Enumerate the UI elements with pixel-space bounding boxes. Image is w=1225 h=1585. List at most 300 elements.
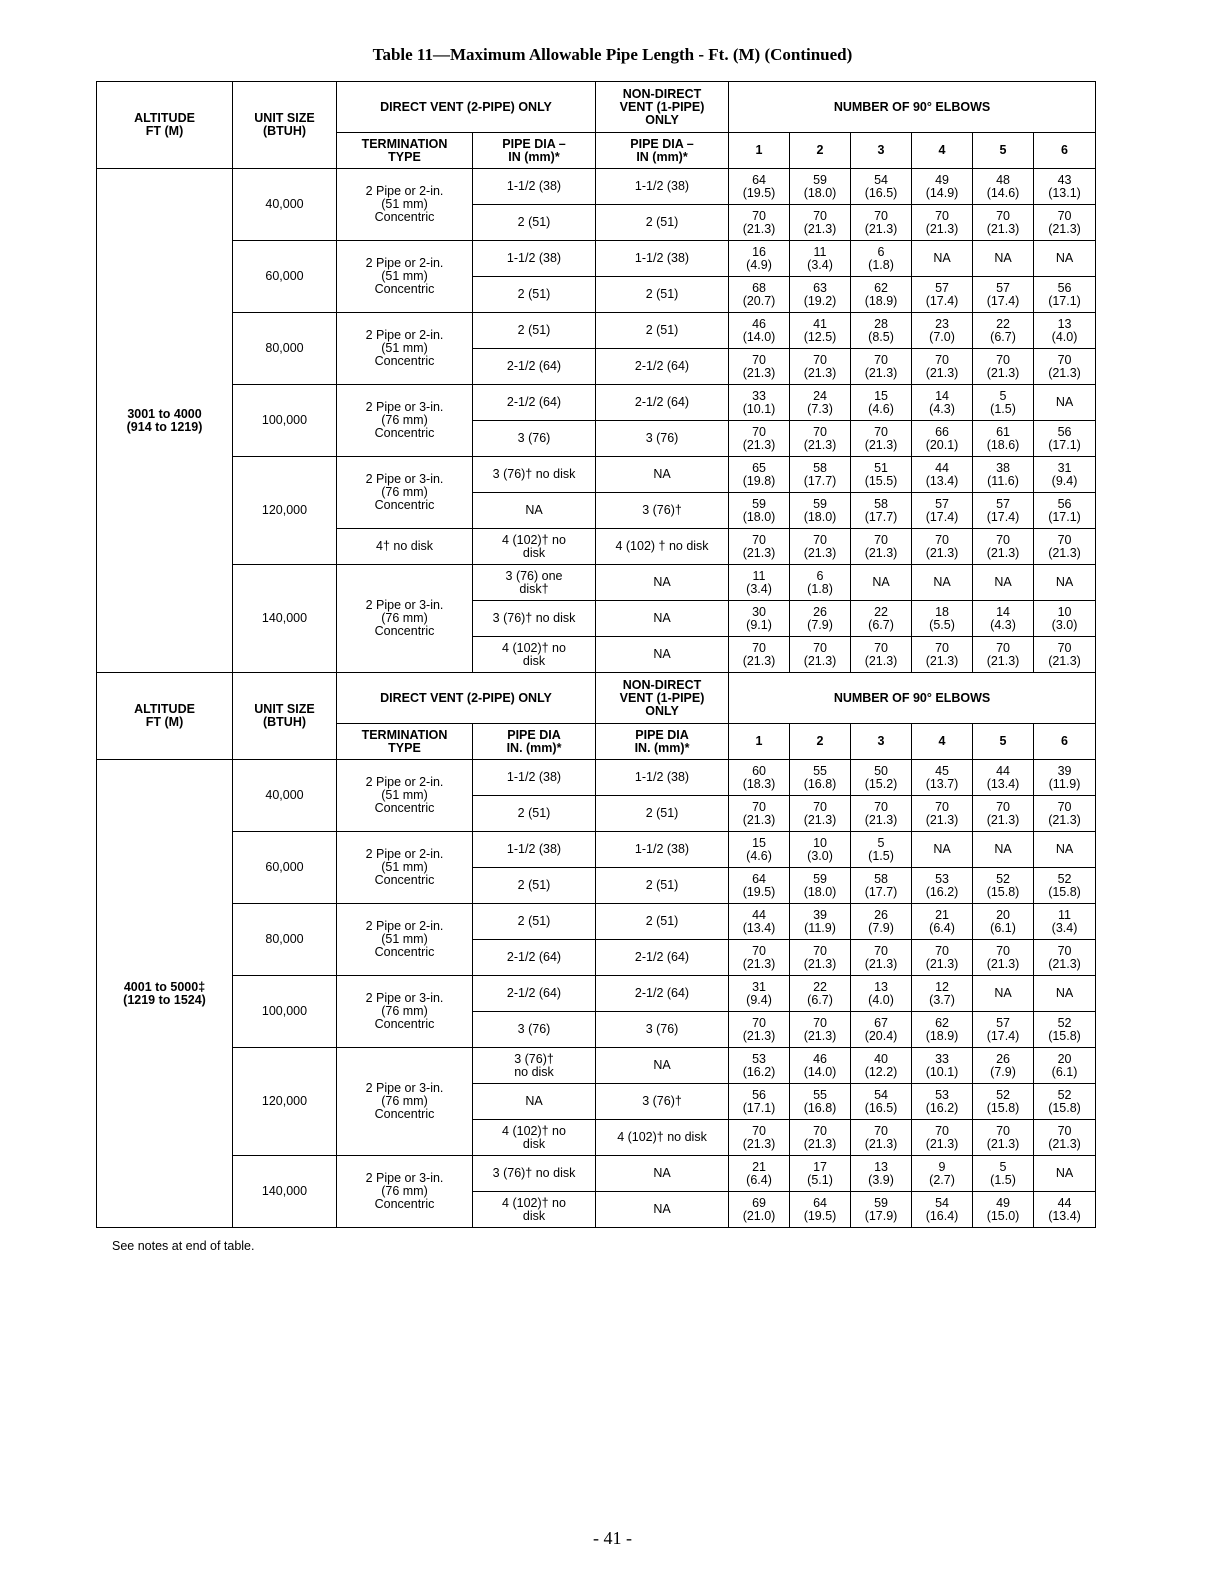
cell-text-line: (6.7) [990,329,1016,344]
unit-size-cell: 100,000 [233,385,337,457]
max-length-cell [1034,1156,1096,1192]
max-length-cell [912,1012,973,1048]
cell-text-line: (17.4) [986,293,1020,308]
cell-text-line: 39 [1057,763,1072,778]
cell-text-line: 2-1/2 (64) [506,986,562,1000]
cell-text-line: 54 [935,1195,949,1210]
max-length-cell [790,868,851,904]
direct-vent-pipe-dia-cell [473,493,596,529]
cell-text-line: (16.4) [925,1208,959,1223]
max-length-cell [851,1156,912,1192]
termination-type-cell [337,904,473,976]
cell-text-line: (21.3) [1048,365,1081,380]
cell-text-line: VENT (1-PIPE) [619,99,705,114]
cell-text-line: NA [933,251,951,265]
cell-text-line: 70 [752,352,766,367]
cell-text-line: (17.4) [986,1028,1020,1043]
cell-text-line: (21.3) [864,437,898,452]
max-length-cell [973,1156,1034,1192]
cell-text-line: 2 Pipe or 3-in. [365,991,444,1005]
max-length-cell [729,1156,790,1192]
max-length-cell [912,277,973,313]
max-length-cell [973,385,1034,421]
cell-text-line: 54 [874,172,888,187]
cell-text-line: 60 [752,763,766,778]
cell-text-line: 20 [996,907,1010,922]
cell-text-line: 1-1/2 (38) [634,179,690,193]
non-direct-vent-pipe-dia-cell [596,832,729,868]
cell-text-line: 52 [996,871,1010,886]
cell-text-line: NA [653,1058,671,1072]
cell-text-line: 4001 to 5000‡ [123,979,206,994]
cell-text-line: 11 [1058,907,1071,922]
direct-vent-pipe-dia-cell [473,1048,596,1084]
cell-text-line: (21.3) [803,221,837,236]
cell-text-line: (76 mm) [381,413,428,427]
max-length-cell [851,385,912,421]
cell-text-line: 17 [813,1159,827,1174]
max-length-cell [729,601,790,637]
cell-text-line: (13.4) [986,776,1020,791]
non-direct-vent-pipe-dia-cell [596,904,729,940]
cell-text-line: 18 [935,604,949,619]
cell-text-line: 2-1/2 (64) [634,359,690,373]
cell-text-line: ONLY [645,703,679,718]
cell-text-line: 52 [1057,1087,1072,1102]
max-length-cell [729,493,790,529]
cell-text-line: 2 (51) [645,215,679,229]
table-row [97,241,1096,277]
cell-text-line: 58 [874,871,888,886]
cell-text-line: 2-1/2 (64) [506,950,562,964]
cell-text-line: 2 Pipe or 3-in. [365,1171,444,1185]
cell-text-line: 62 [874,280,888,295]
cell-text-line: (76 mm) [381,1004,428,1018]
cell-text-line: (21.3) [986,221,1020,236]
elbow-number-header: 3 [851,133,912,169]
non-direct-vent-pipe-dia-cell [596,493,729,529]
direct-vent-pipe-dia-cell [473,565,596,601]
cell-text-line: (13.1) [1048,185,1081,200]
cell-text-line: 15 [752,835,766,850]
non-direct-vent-pipe-dia-cell [596,796,729,832]
max-length-cell [1034,1120,1096,1156]
max-length-cell [912,313,973,349]
cell-text-line: (21.3) [803,365,837,380]
cell-text-line: disk [522,545,546,560]
max-length-cell [729,1192,790,1228]
cell-text-line: (21.3) [742,1136,776,1151]
cell-text-line: (7.9) [807,617,833,632]
max-length-cell [851,205,912,241]
cell-text-line: (7.3) [807,401,833,416]
max-length-cell [973,1048,1034,1084]
termination-type-cell [337,169,473,241]
max-length-cell [1034,169,1096,205]
cell-text-line: (1.8) [868,257,894,272]
cell-text-line: 41 [813,316,827,331]
elbow-number-header: 3 [851,724,912,760]
elbow-number-header: 1 [729,724,790,760]
cell-text-line: 15 [874,388,888,403]
cell-text-line: 2 (51) [645,323,679,337]
cell-text-line: (12.5) [803,329,837,344]
direct-vent-pipe-dia-cell [473,976,596,1012]
direct-vent-pipe-dia-cell [473,1192,596,1228]
max-length-cell [973,1012,1034,1048]
max-length-cell [1034,796,1096,832]
cell-text-line: (4.6) [746,848,772,863]
cell-text-line: (21.3) [803,812,837,827]
max-length-cell [790,205,851,241]
cell-text-line: PIPE DIA [635,727,689,742]
cell-text-line: 46 [752,316,766,331]
unit-size-cell: 60,000 [233,832,337,904]
cell-text-line: (1.5) [990,401,1016,416]
non-direct-vent-pipe-dia-cell [596,421,729,457]
cell-text-line: 70 [752,1123,766,1138]
max-length-cell [1034,205,1096,241]
cell-text-line: 70 [874,1123,888,1138]
max-length-cell [973,1192,1034,1228]
cell-text-line: (21.3) [742,1028,776,1043]
cell-text-line: 2 Pipe or 2-in. [365,847,444,861]
max-length-cell [1034,565,1096,601]
cell-text-line: Concentric [374,873,435,887]
max-length-cell [973,457,1034,493]
cell-text-line: 66 [935,424,949,439]
cell-text-line: 48 [996,172,1010,187]
direct-vent-pipe-dia-cell [473,637,596,673]
cell-text-line: 65 [752,460,766,475]
max-length-cell [912,1156,973,1192]
cell-text-line: 3 (76) [645,1022,679,1036]
cell-text-line: NA [525,1094,543,1108]
cell-text-line: 44 [996,763,1010,778]
cell-text-line: 26 [996,1051,1010,1066]
cell-text-line: 24 [813,388,827,403]
max-length-cell [790,241,851,277]
max-length-cell [912,868,973,904]
direct-vent-pipe-dia-cell [473,241,596,277]
cell-text-line: (BTUH) [262,124,307,138]
cell-text-line: (17.4) [925,293,959,308]
max-length-cell [729,529,790,565]
non-direct-vent-pipe-dia-cell [596,457,729,493]
table-row [97,760,1096,796]
cell-text-line: 39 [813,907,827,922]
max-length-cell [1034,493,1096,529]
cell-text-line: 57 [996,280,1010,295]
direct-vent-pipe-dia-cell [473,1012,596,1048]
cell-text-line: (17.9) [864,1208,898,1223]
cell-text-line: 4 (102)† no disk [617,1130,707,1144]
cell-text-line: NA [1055,1166,1074,1180]
direct-vent-pipe-dia-cell [473,868,596,904]
cell-text-line: TERMINATION [361,136,448,151]
cell-text-line: (8.5) [868,329,894,344]
cell-text-line: 70 [996,799,1010,814]
cell-text-line: 4† no disk [376,539,433,553]
cell-text-line: (17.7) [864,509,898,524]
cell-text-line: 52 [996,1087,1010,1102]
direct-vent-pipe-dia-cell [473,1120,596,1156]
cell-text-line: 70 [752,424,766,439]
direct-vent-pipe-dia-cell [473,205,596,241]
max-length-cell [912,976,973,1012]
cell-text-line: 67 [874,1015,888,1030]
cell-text-line: (21.3) [742,437,776,452]
cell-text-line: NA [653,467,671,481]
cell-text-line: 2 (51) [517,806,551,820]
cell-text-line: (21.3) [803,437,837,452]
pipe-dia-header [596,133,729,169]
max-length-cell [1034,1192,1096,1228]
cell-text-line: (6.4) [929,920,955,935]
cell-text-line: 4 (102)† no [502,1195,566,1210]
cell-text-line: (15.8) [986,1100,1020,1115]
cell-text-line: (51 mm) [381,860,428,874]
cell-text-line: (4.0) [1051,329,1078,344]
elbow-number-header: 2 [790,133,851,169]
cell-text-line: (51 mm) [381,932,428,946]
cell-text-line: 3001 to 4000 [127,406,202,421]
max-length-cell [1034,601,1096,637]
cell-text-line: IN (mm)* [636,149,688,164]
cell-text-line: (1.5) [868,848,894,863]
cell-text-line: 53 [935,871,949,886]
cell-text-line: 3 (76)† no disk [492,467,576,481]
max-length-cell [1034,940,1096,976]
cell-text-line: (21.3) [986,1136,1020,1151]
cell-text-line: 45 [935,763,949,778]
max-length-cell [851,760,912,796]
cell-text-line: NA [653,1202,671,1216]
cell-text-line: (9.4) [1051,473,1078,488]
max-length-cell [851,940,912,976]
cell-text-line: 22 [874,604,888,619]
cell-text-line: (16.2) [742,1064,776,1079]
cell-text-line: 2 Pipe or 3-in. [365,1081,444,1095]
max-length-cell [973,565,1034,601]
cell-text-line: 21 [752,1159,766,1174]
cell-text-line: NA [933,842,951,856]
max-length-cell [973,313,1034,349]
cell-text-line: 59 [813,172,827,187]
non-direct-vent-pipe-dia-cell [596,1012,729,1048]
non-direct-vent-pipe-dia-cell [596,241,729,277]
cell-text-line: PIPE DIA – [630,136,694,151]
cell-text-line: (14.0) [803,1064,837,1079]
unit-size-cell: 80,000 [233,313,337,385]
cell-text-line: NA [653,647,671,661]
cell-text-line: (21.3) [925,221,959,236]
cell-text-line: (21.3) [986,956,1020,971]
table-row [97,313,1096,349]
cell-text-line: 56 [1057,424,1072,439]
cell-text-line: NA [1055,986,1074,1000]
max-length-cell [973,1084,1034,1120]
cell-text-line: (21.3) [742,956,776,971]
termination-type-cell [337,1048,473,1156]
cell-text-line: (18.6) [986,437,1020,452]
cell-text-line: 3 (76)† no disk [492,611,576,625]
max-length-cell [973,349,1034,385]
cell-text-line: 70 [874,424,888,439]
non-direct-vent-pipe-dia-cell [596,313,729,349]
cell-text-line: (21.3) [1048,545,1081,560]
cell-text-line: 63 [813,280,827,295]
cell-text-line: NA [653,575,671,589]
max-length-cell [851,796,912,832]
cell-text-line: (9.1) [746,617,772,632]
cell-text-line: 56 [1057,280,1072,295]
max-length-cell [729,1048,790,1084]
max-length-cell [973,904,1034,940]
max-length-cell [790,1192,851,1228]
cell-text-line: (5.1) [807,1172,833,1187]
cell-text-line: (20.4) [864,1028,898,1043]
non-direct-vent-pipe-dia-cell [596,1192,729,1228]
cell-text-line: 40 [874,1051,888,1066]
cell-text-line: (19.2) [803,293,837,308]
max-length-cell [729,976,790,1012]
cell-text-line: (16.2) [925,1100,959,1115]
cell-text-line: 26 [813,604,827,619]
cell-text-line: (21.3) [1048,956,1081,971]
direct-vent-pipe-dia-cell [473,313,596,349]
cell-text-line: (6.7) [807,992,833,1007]
max-length-cell [912,529,973,565]
unit-size-cell: 40,000 [233,169,337,241]
cell-text-line: (21.3) [803,653,837,668]
cell-text-line: 26 [874,907,888,922]
termination-type-cell [337,457,473,529]
cell-text-line: (21.0) [742,1208,776,1223]
elbow-number-header: 1 [729,133,790,169]
max-length-cell [729,1120,790,1156]
max-length-cell [729,313,790,349]
cell-text-line: NA [525,503,543,517]
cell-text-line: (18.0) [803,185,837,200]
table-row [97,832,1096,868]
max-length-cell [790,976,851,1012]
max-length-cell [1034,1084,1096,1120]
cell-text-line: 70 [752,799,766,814]
direct-vent-pipe-dia-cell [473,277,596,313]
max-length-cell [729,1012,790,1048]
max-length-cell [790,385,851,421]
termination-type-cell [337,241,473,313]
cell-text-line: 56 [1057,496,1072,511]
cell-text-line: 3 (76)† [642,503,682,517]
cell-text-line: PIPE DIA – [502,136,566,151]
cell-text-line: ALTITUDE [134,111,195,125]
direct-vent-pipe-dia-cell [473,796,596,832]
altitude-cell [97,169,233,673]
cell-text-line: 44 [935,460,949,475]
cell-text-line: (21.3) [1048,1136,1081,1151]
non-direct-vent-pipe-dia-cell [596,976,729,1012]
altitude-header [97,82,233,169]
max-length-cell [912,565,973,601]
cell-text-line: UNIT SIZE [254,702,315,716]
cell-text-line: 3 (76)† [514,1051,554,1066]
cell-text-line: (3.4) [1051,920,1078,935]
cell-text-line: 70 [935,532,949,547]
table-row [97,1156,1096,1192]
cell-text-line: 64 [752,172,766,187]
cell-text-line: (21.3) [803,956,837,971]
cell-text-line: 70 [752,1015,766,1030]
cell-text-line: 11 [752,568,766,583]
cell-text-line: (15.8) [1048,1100,1081,1115]
cell-text-line: 70 [874,532,888,547]
max-length-cell [973,1120,1034,1156]
max-length-cell [851,457,912,493]
cell-text-line: (15.8) [1048,884,1081,899]
non-direct-vent-pipe-dia-cell [596,385,729,421]
cell-text-line: (21.3) [986,365,1020,380]
cell-text-line: 33 [935,1051,949,1066]
termination-type-cell [337,760,473,832]
cell-text-line: 46 [813,1051,827,1066]
cell-text-line: 70 [1057,943,1072,958]
max-length-cell [851,241,912,277]
direct-vent-pipe-dia-cell [473,385,596,421]
max-length-cell [1034,313,1096,349]
cell-text-line: 2-1/2 (64) [634,395,690,409]
cell-text-line: 43 [1057,172,1072,187]
max-length-cell [973,868,1034,904]
max-length-cell [912,601,973,637]
cell-text-line: 70 [935,1123,949,1138]
cell-text-line: 11 [813,244,827,259]
max-length-cell [790,349,851,385]
cell-text-line: 57 [935,280,949,295]
max-length-cell [790,1120,851,1156]
unit-size-cell: 100,000 [233,976,337,1048]
cell-text-line: (21.3) [803,1028,837,1043]
max-length-cell [851,637,912,673]
cell-text-line: (18.9) [864,293,898,308]
cell-text-line: 70 [1057,532,1072,547]
altitude-cell [97,760,233,1228]
cell-text-line: (13.4) [742,920,776,935]
cell-text-line: 70 [996,640,1010,655]
cell-text-line: 70 [752,943,766,958]
cell-text-line: Concentric [374,210,435,224]
cell-text-line: 1-1/2 (38) [634,251,690,265]
cell-text-line: (51 mm) [381,788,428,802]
cell-text-line: (21.3) [742,545,776,560]
max-length-cell [729,565,790,601]
cell-text-line: NON-DIRECT [622,677,702,692]
direct-vent-pipe-dia-cell [473,832,596,868]
max-length-cell [1034,349,1096,385]
cell-text-line: (16.5) [864,1100,898,1115]
cell-text-line: (76 mm) [381,485,428,499]
max-length-cell [912,349,973,385]
cell-text-line: (14.9) [925,185,959,200]
max-length-cell [729,277,790,313]
cell-text-line: 14 [935,388,949,403]
cell-text-line: 69 [752,1195,766,1210]
cell-text-line: 59 [813,871,827,886]
non-direct-vent-pipe-dia-cell [596,529,729,565]
cell-text-line: IN. (mm)* [506,740,562,755]
elbow-number-header: 5 [973,724,1034,760]
